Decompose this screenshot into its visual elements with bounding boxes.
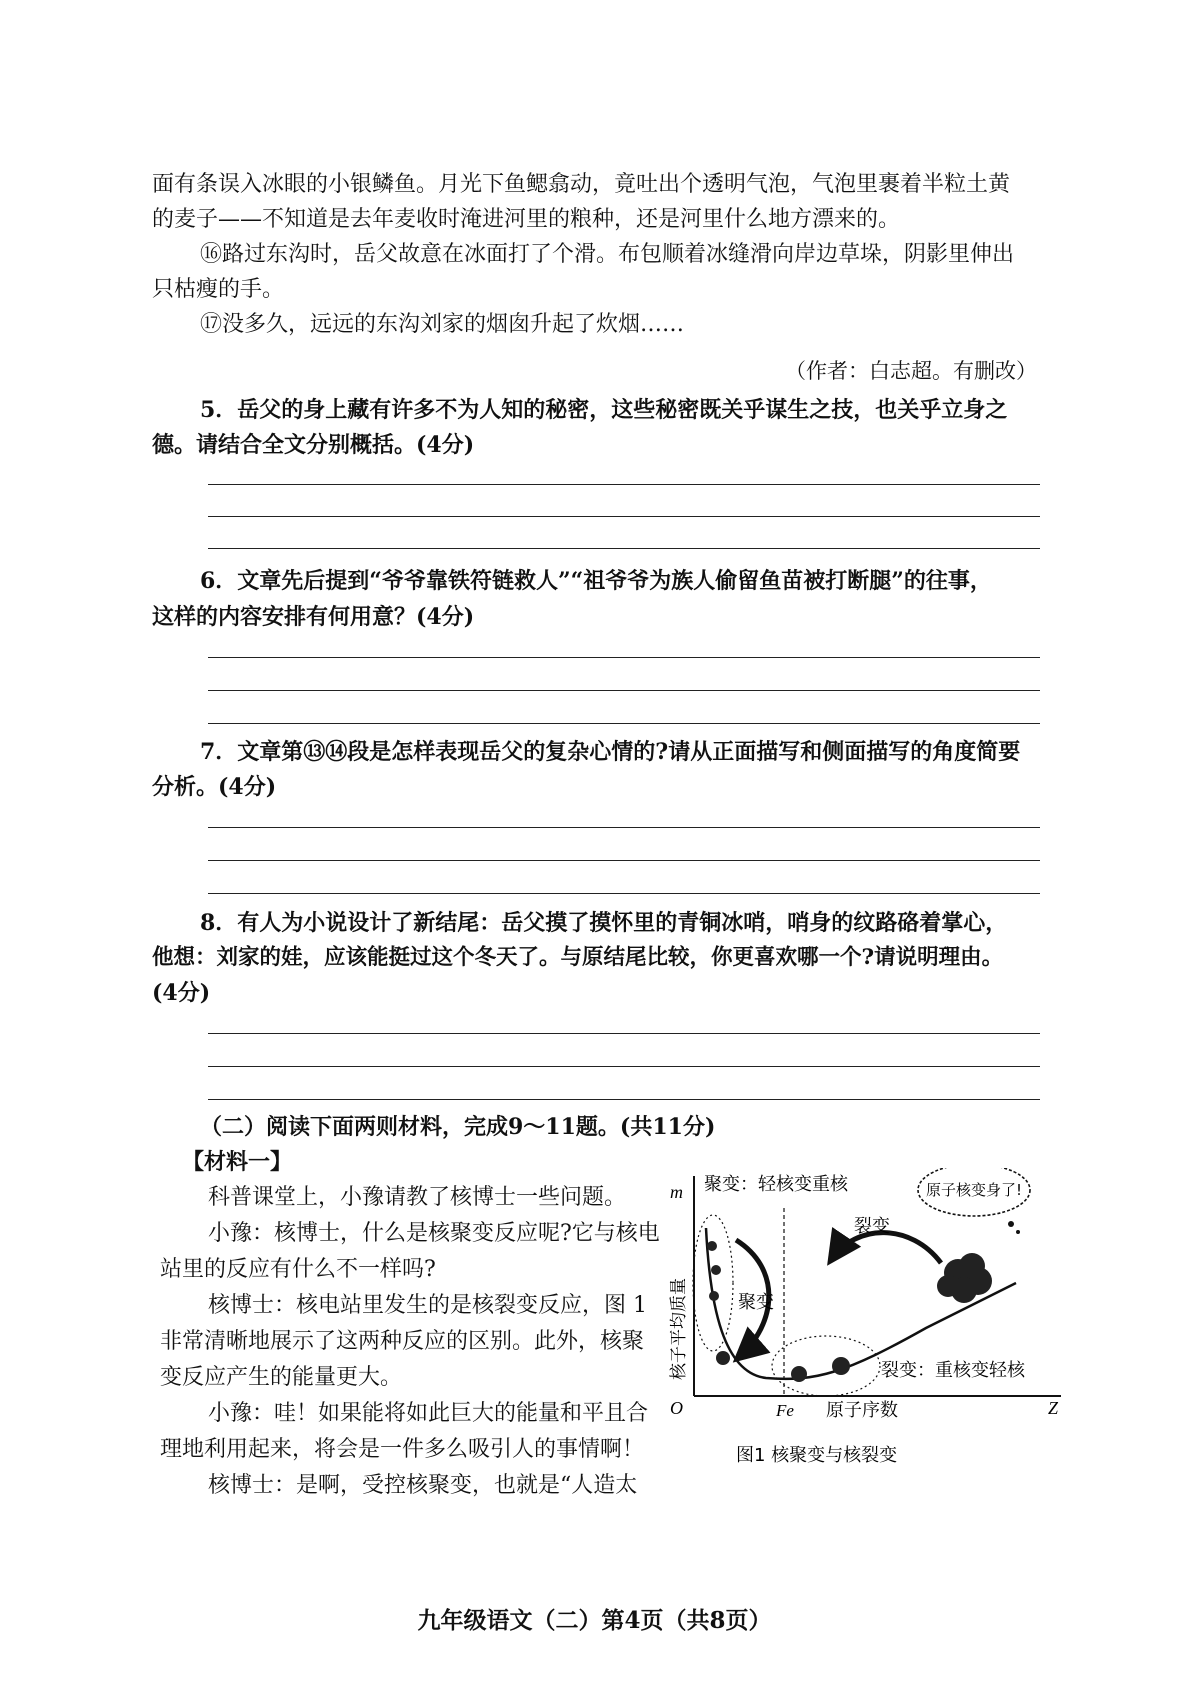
fusion-region [693,1215,733,1351]
page-footer: 九年级语文（二）第4页（共8页） [417,1607,772,1634]
fission-arrow [831,1233,941,1263]
answer-line [208,860,1040,861]
fission-arrow-label: 裂变 [854,1216,890,1237]
passage-paragraph-16: ⑯路过东沟时，岳父故意在冰面打了个滑。布包顺着冰缝滑向岸边草垛，阴影里伸出 [200,242,1015,267]
nucleus-dot [711,1265,721,1275]
cloud-bubble [918,1168,1030,1234]
question-5-cont: 德。请结合全文分别概括。(4分) [152,432,475,458]
section-2-header: （二）阅读下面两则材料，完成9～11题。(共11分) [200,1114,716,1140]
answer-line [208,484,1040,485]
nucleus-dot [709,1291,719,1301]
fe-label: Fe [776,1401,794,1420]
answer-line [208,723,1040,724]
material-1-label: 【材料一】 [182,1149,293,1175]
nucleus-dot [716,1351,730,1365]
passage-line: 的麦子——不知道是去年麦收时淹进河里的粮种，还是河里什么地方漂来的。 [152,207,901,232]
x-axis-letter: Z [1048,1398,1059,1418]
question-5: 5．岳父的身上藏有许多不为人知的秘密，这些秘密既关乎谋生之技，也关乎立身之 [200,397,1008,423]
answer-line [208,516,1040,517]
fusion-note: 聚变：轻核变重核 [704,1174,848,1195]
heavy-nucleus [937,1253,992,1303]
question-7: 7．文章第⑬⑭段是怎样表现岳父的复杂心情的?请从正面描写和侧面描写的角度简要 [200,739,1021,765]
material-text: 小豫：核博士，什么是核聚变反应呢?它与核电 [208,1221,660,1246]
material-text: 理地利用起来，将会是一件多么吸引人的事情啊！ [160,1437,645,1462]
fragment-nucleus [832,1357,850,1375]
material-text: 变反应产生的能量更大。 [160,1365,403,1390]
answer-line [208,690,1040,691]
figure-caption: 图1 核聚变与核裂变 [736,1445,898,1466]
fragment-nucleus [791,1366,807,1382]
origin-label: O [670,1398,683,1418]
passage-line: 面有条误入冰眼的小银鳞鱼。月光下鱼鳃翕动，竟吐出个透明气泡，气泡里裹着半粒土黄 [152,172,1011,197]
material-text: 核博士：是啊，受控核聚变，也就是“人造太 [208,1473,638,1498]
material-text: 小豫：哇！如果能将如此巨大的能量和平且合 [208,1401,649,1426]
material-text: 科普课堂上，小豫请教了核博士一些问题。 [208,1185,627,1210]
cloud-text: 原子核变身了! [925,1181,1023,1199]
fission-region [772,1336,880,1396]
answer-line [208,827,1040,828]
question-7-cont: 分析。(4分) [152,774,277,800]
answer-line [208,548,1040,549]
fusion-arrow-label: 聚变 [738,1292,774,1313]
material-text: 非常清晰地展示了这两种反应的区别。此外，核聚 [160,1329,645,1354]
material-text: 站里的反应有什么不一样吗? [160,1257,436,1282]
answer-line [208,1066,1040,1067]
answer-line [208,1033,1040,1034]
y-axis-label: 核子平均质量 [669,1278,689,1380]
material-text: 核博士：核电站里发生的是核裂变反应，图 1 [208,1293,647,1318]
x-axis-label: 原子序数 [826,1400,898,1421]
answer-line [208,1099,1040,1100]
question-8: 8．有人为小说设计了新结尾：岳父摸了摸怀里的青铜冰哨，哨身的纹路硌着掌心， [200,910,1008,936]
passage-line: 只枯瘦的手。 [152,277,285,302]
author-credit: （作者：白志超。有删改） [785,359,1037,383]
question-6-cont: 这样的内容安排有何用意？(4分) [152,604,475,630]
y-axis-letter: m [670,1182,683,1202]
answer-line [208,893,1040,894]
fusion-fission-diagram [666,1168,1086,1468]
question-8-cont: (4分) [152,980,211,1006]
question-6: 6．文章先后提到“爷爷靠铁符链救人”“祖爷爷为族人偷留鱼苗被打断腿”的往事， [200,568,992,594]
nucleus-dot [707,1241,717,1251]
answer-line [208,657,1040,658]
fission-note: 裂变：重核变轻核 [881,1360,1025,1381]
question-8-cont: 他想：刘家的娃，应该能挺过这个冬天了。与原结尾比较，你更喜欢哪一个?请说明理由。 [152,945,1004,970]
passage-paragraph-17: ⑰没多久，远远的东沟刘家的烟囱升起了炊烟…… [200,312,685,337]
